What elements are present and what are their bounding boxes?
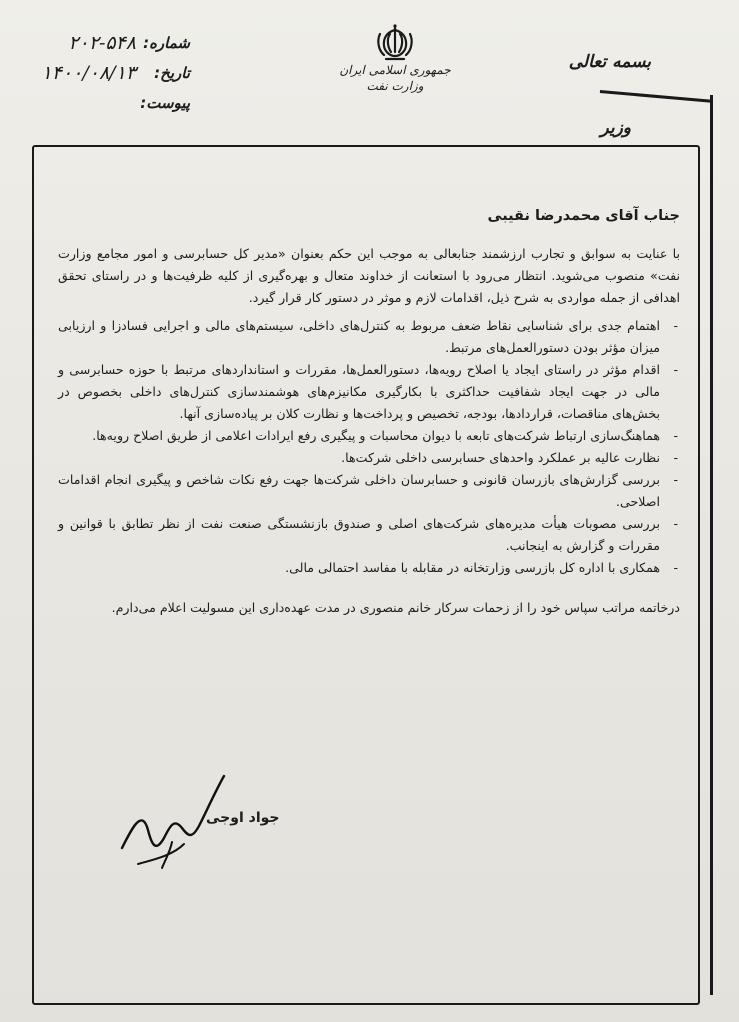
attachment-label: پیوست: xyxy=(140,94,190,112)
attachment-row xyxy=(30,94,190,124)
salutation: جناب آقای محمدرضا نقیبی xyxy=(487,208,680,224)
list-item: - بررسی گزارش‌های بازرسان قانونی و حسابرسان داخلی شرکت‌ها جهت رفع نکات شاخص و پیگیری انجام اقدامات اصلاحی. xyxy=(58,472,678,509)
duties-list xyxy=(58,315,680,579)
list-item-text: همکاری با اداره کل بازرسی وزارتخانه در مقابله با مفاسد احتمالی مالی. xyxy=(285,560,660,575)
date-value: ۱۴۰۰/۰۸/۱۳ xyxy=(41,62,136,84)
list-item-text: نظارت عالیه بر عملکرد واحدهای حسابرسی داخلی شرکت‌ها. xyxy=(341,450,660,465)
list-item-text: هماهنگ‌سازی ارتباط شرکت‌های تابعه با دیوان محاسبات و پیگیری رفع ایرادات اعلامی از طریق اصلاح رویه‌ها. xyxy=(92,428,660,443)
date-label: تاریخ: xyxy=(154,64,190,82)
list-item: - اهتمام جدی برای شناسایی نقاط ضعف مربوط به کنترل‌های داخلی، سیستم‌های مالی و اجرایی فسادزا و ارزیابی میزان مؤثر بودن دستورالعمل‌های مرتبط. xyxy=(58,318,678,355)
list-item: - هماهنگ‌سازی ارتباط شرکت‌های تابعه با دیوان محاسبات و پیگیری رفع ایرادات اعلامی از طریق اصلاح رویه‌ها. xyxy=(92,428,678,443)
list-item-text: بررسی مصوبات هیأت مدیره‌های شرکت‌های اصلی و صندوق بازنشستگی صنعت نفت از نظر تطابق با قوانین و مقررات و گزارش به اینجانب. xyxy=(58,516,660,553)
list-item-text: اقدام مؤثر در راستای ایجاد یا اصلاح رویه‌ها، دستورالعمل‌ها، مقررات و استانداردهای مرتبط با حوزه حسابرسی و مالی در جهت ایجاد شفافیت حداکثری با بکارگیری مکانیزم‌های هوشمندسازی کنترل‌های داخلی بخصوص در بخش‌های مناقصات، قراردادها، بودجه، تخصیص و پرداخت‌ها و نظارت کلان بر پیاده‌سازی آنها. xyxy=(58,362,660,421)
handwritten-signature xyxy=(112,768,232,878)
date-row xyxy=(30,64,190,94)
list-item: - نظارت عالیه بر عملکرد واحدهای حسابرسی داخلی شرکت‌ها. xyxy=(341,450,678,465)
number-value: ۲۰۲-۵۴۸ xyxy=(68,32,136,54)
closing-paragraph: درخاتمه مراتب سپاس خود را از زحمات سرکار خانم منصوری در مدت عهده‌داری این مسولیت اعلام می‌دارم. xyxy=(111,600,680,615)
bismillah-heading: بسمه تعالی xyxy=(568,52,651,72)
ministry-emblem xyxy=(330,22,460,94)
list-item: - اقدام مؤثر در راستای ایجاد یا اصلاح رویه‌ها، دستورالعمل‌ها، مقررات و استانداردهای مرتبط با حوزه حسابرسی و مالی در جهت ایجاد شفافیت حداکثری با بکارگیری مکانیزم‌های هوشمندسازی کنترل‌های داخلی بخصوص در بخش‌های مناقصات، قراردادها، بودجه، تخصیص و پرداخت‌ها و نظارت کلان بر پیاده‌سازی آنها. xyxy=(58,362,678,421)
list-item-text: اهتمام جدی برای شناسایی نقاط ضعف مربوط به کنترل‌های داخلی، سیستم‌های مالی و اجرایی فسادزا و ارزیابی میزان مؤثر بودن دستورالعمل‌های مرتبط. xyxy=(58,318,660,355)
emblem-country-text: جمهوری اسلامی ایران xyxy=(339,63,451,77)
intro-paragraph: با عنایت به سوابق و تجارب ارزشمند جنابعالی به موجب این حکم بعنوان «مدیر کل حسابرسی و امور مجامع وزارت نفت» منصوب می‌شوید. انتظار می‌رود با استعانت از خداوند متعال و بهره‌گیری از کلیه ظرفیت‌ها و در راستای تحقق اهدافی از جمله مواردی به شرح ذیل، اقدامات لازم و موثر در دستور کار قرار گیرد. xyxy=(58,246,680,305)
list-item: - همکاری با اداره کل بازرسی وزارتخانه در مقابله با مفاسد احتمالی مالی. xyxy=(285,560,678,575)
list-item-text: بررسی گزارش‌های بازرسان قانونی و حسابرسان داخلی شرکت‌ها جهت رفع نکات شاخص و پیگیری انجام اقدامات اصلاحی. xyxy=(58,472,660,509)
letter-reference-block xyxy=(30,34,190,124)
number-row xyxy=(30,34,190,64)
frame-top-edge xyxy=(600,90,712,102)
list-item: - بررسی مصوبات هیأت مدیره‌های شرکت‌های اصلی و صندوق بازنشستگی صنعت نفت از نظر تطابق با قوانین و مقررات و گزارش به اینجانب. xyxy=(58,516,678,553)
frame-right-edge xyxy=(710,95,713,995)
sender-title: وزیر xyxy=(600,118,631,138)
emblem-ministry-text: وزارت نفت xyxy=(366,79,424,93)
signatory-name: جواد اوجی xyxy=(206,810,280,826)
iran-emblem-icon xyxy=(372,22,418,62)
letter-body xyxy=(58,205,680,632)
number-label: شماره: xyxy=(143,34,190,52)
